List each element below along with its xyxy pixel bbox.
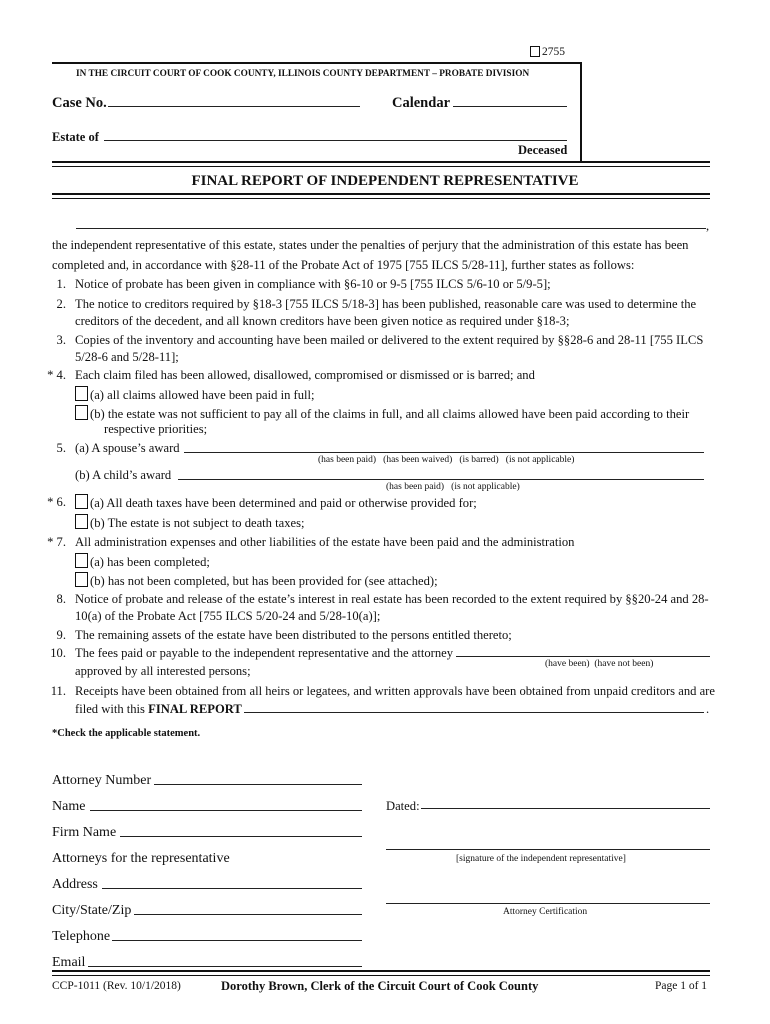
item-11-final-report: FINAL REPORT — [148, 702, 242, 716]
attorneys-for-label: Attorneys for the representative — [52, 851, 230, 866]
item-4b — [75, 405, 689, 422]
page-title: FINAL REPORT OF INDEPENDENT REPRESENTATIVE — [191, 173, 579, 189]
title-rule-top1 — [52, 161, 710, 163]
item-7-text: All administration expenses and other liabilities of the estate have been paid and the administration — [75, 535, 575, 549]
deceased-label: Deceased — [518, 143, 568, 157]
attorney-cert-caption: Attorney Certification — [503, 907, 588, 917]
item-4a-checkbox[interactable] — [75, 386, 88, 401]
address-field[interactable] — [102, 876, 362, 889]
name-label: Name — [52, 799, 86, 814]
item-2-text-2: creditors of the decedent, and all known creditors have been given notice as required under §18-3; — [75, 314, 570, 328]
item-4a — [75, 386, 315, 403]
item-4b-text-1: (b) the estate was not sufficient to pay all of the claims in full, and all claims allowed have been paid according to their — [90, 407, 690, 421]
item-7b-text: (b) has not been completed, but has been provided for (see attached); — [90, 574, 438, 588]
attorney-cert-line[interactable] — [386, 903, 710, 904]
item-6b — [75, 514, 305, 531]
form-number-text: 2755 — [542, 46, 565, 58]
footer-rule-1 — [52, 970, 710, 972]
item-8-number: 8. — [56, 592, 66, 606]
item-5-number: 5. — [56, 441, 66, 455]
spouse-award-options: (has been paid) (has been waived) (is barred) (is not applicable) — [318, 455, 575, 465]
item-4a-text: (a) all claims allowed have been paid in full; — [90, 388, 315, 402]
footer-page: Page 1 of 1 — [655, 980, 708, 992]
calendar-label: Calendar — [392, 95, 450, 111]
item-6-number: * 6. — [47, 495, 66, 509]
item-7-number: * 7. — [47, 535, 66, 549]
telephone-label: Telephone — [52, 929, 111, 944]
case-no-field[interactable] — [108, 94, 360, 107]
item-9-number: 9. — [56, 628, 66, 642]
item-6a-checkbox[interactable] — [75, 494, 88, 509]
item-11-text-2a: filed with this — [75, 702, 145, 716]
item-7b — [75, 572, 438, 589]
item-3-number: 3. — [56, 333, 66, 347]
address-label: Address — [52, 877, 98, 892]
form-number — [530, 46, 565, 58]
dated-label: Dated: — [386, 799, 420, 813]
form-number-checkbox[interactable] — [530, 46, 540, 57]
comma: , — [706, 219, 710, 233]
item-1-text: Notice of probate has been given in compliance with §6-10 or 9-5 [755 ILCS 5/6-10 or 5/9-5]; — [75, 277, 551, 291]
telephone-field[interactable] — [112, 928, 362, 941]
item-4-number: * 4. — [47, 368, 66, 382]
footer-form-id: CCP-1011 (Rev. 10/1/2018) — [52, 980, 181, 992]
item-8-text-2: 10(a) of the Probate Act [755 ILCS 5/20-24 and 5/28-10(a)]; — [75, 609, 381, 623]
intro-line-2: completed and, in accordance with §28-11 of the Probate Act of 1975 [755 ILCS 5/28-11], further states as follows: — [52, 258, 635, 272]
footer-rule-2 — [52, 975, 710, 976]
calendar-field[interactable] — [453, 94, 567, 107]
email-label: Email — [52, 955, 86, 970]
item-11-number: 11. — [50, 684, 66, 698]
title-rule-top2 — [52, 166, 710, 167]
fees-approval-options: (have been) (have not been) — [545, 659, 654, 669]
item-9-text: The remaining assets of the estate have been distributed to the persons entitled thereto; — [75, 628, 512, 642]
dated-field[interactable] — [421, 798, 710, 809]
item-1-number: 1. — [56, 277, 66, 291]
case-no-label: Case No. — [52, 95, 107, 111]
signature-line[interactable] — [386, 849, 710, 850]
fees-approval-field[interactable] — [456, 646, 710, 657]
title-rule-bottom1 — [52, 193, 710, 195]
caption-right-rule — [580, 62, 582, 162]
item-8-text-1: Notice of probate and release of the estate’s interest in real estate has been recorded to the extent required by §§20-24 and 28- — [75, 592, 709, 606]
item-4b-checkbox[interactable] — [75, 405, 88, 420]
city-state-zip-label: City/State/Zip — [52, 903, 132, 918]
item-6a — [75, 494, 477, 511]
item-4-text: Each claim filed has been allowed, disallowed, compromised or dismissed or is barred; and — [75, 368, 535, 382]
firm-name-field[interactable] — [120, 824, 362, 837]
item-11-text-1: Receipts have been obtained from all heirs or legatees, and written approvals have been obtained from unpaid creditors and are — [75, 684, 715, 698]
item-7b-checkbox[interactable] — [75, 572, 88, 587]
item-5a-text: (a) A spouse’s award — [75, 441, 180, 455]
item-6a-text: (a) All death taxes have been determined and paid or otherwise provided for; — [90, 496, 477, 510]
item-10-number: 10. — [50, 646, 66, 660]
child-award-options: (has been paid) (is not applicable) — [386, 482, 520, 492]
item-2-text-1: The notice to creditors required by §18-3 [755 ILCS 5/18-3] has been published, reasonable care was used to determine the — [75, 297, 697, 311]
caption-top-rule — [52, 62, 582, 64]
name-field[interactable] — [90, 798, 362, 811]
item-2-number: 2. — [56, 297, 66, 311]
item-6b-text: (b) The estate is not subject to death taxes; — [90, 516, 305, 530]
check-note: *Check the applicable statement. — [52, 728, 201, 739]
title-rule-bottom2 — [52, 198, 710, 199]
representative-name-field[interactable] — [76, 218, 706, 229]
court-header: IN THE CIRCUIT COURT OF COOK COUNTY, ILLINOIS COUNTY DEPARTMENT – PROBATE DIVISION — [76, 69, 530, 79]
footer-clerk: Dorothy Brown, Clerk of the Circuit Court of Cook County — [221, 979, 539, 993]
item-6b-checkbox[interactable] — [75, 514, 88, 529]
item-11-text-2 — [75, 702, 242, 717]
item-5b-text: (b) A child’s award — [75, 468, 172, 482]
estate-of-label: Estate of — [52, 130, 99, 144]
item-7a-text: (a) has been completed; — [90, 555, 210, 569]
firm-name-label: Firm Name — [52, 825, 117, 840]
item-7a — [75, 553, 210, 570]
email-field[interactable] — [88, 954, 362, 967]
spouse-award-field[interactable] — [184, 442, 704, 453]
estate-of-field[interactable] — [104, 130, 567, 141]
attorney-number-label: Attorney Number — [52, 773, 152, 788]
item-11-period: . — [706, 702, 710, 716]
intro-line-1: the independent representative of this estate, states under the penalties of perjury that the administration of this estate has been — [52, 238, 689, 252]
receipts-field[interactable] — [244, 702, 704, 713]
item-10-text-2: approved by all interested persons; — [75, 664, 251, 678]
item-3-text-1: Copies of the inventory and accounting have been mailed or delivered to the extent required by §§28-6 and 28-11 [755 ILCS — [75, 333, 704, 347]
attorney-number-field[interactable] — [154, 772, 362, 785]
item-3-text-2: 5/28-6 and 5/28-11]; — [75, 350, 179, 364]
child-award-field[interactable] — [178, 469, 704, 480]
item-7a-checkbox[interactable] — [75, 553, 88, 568]
item-10-text-1: The fees paid or payable to the independent representative and the attorney — [75, 646, 454, 660]
signature-caption: [signature of the independent representative] — [456, 854, 626, 864]
item-4b-text-2: respective priorities; — [104, 422, 208, 436]
city-state-zip-field[interactable] — [134, 902, 362, 915]
